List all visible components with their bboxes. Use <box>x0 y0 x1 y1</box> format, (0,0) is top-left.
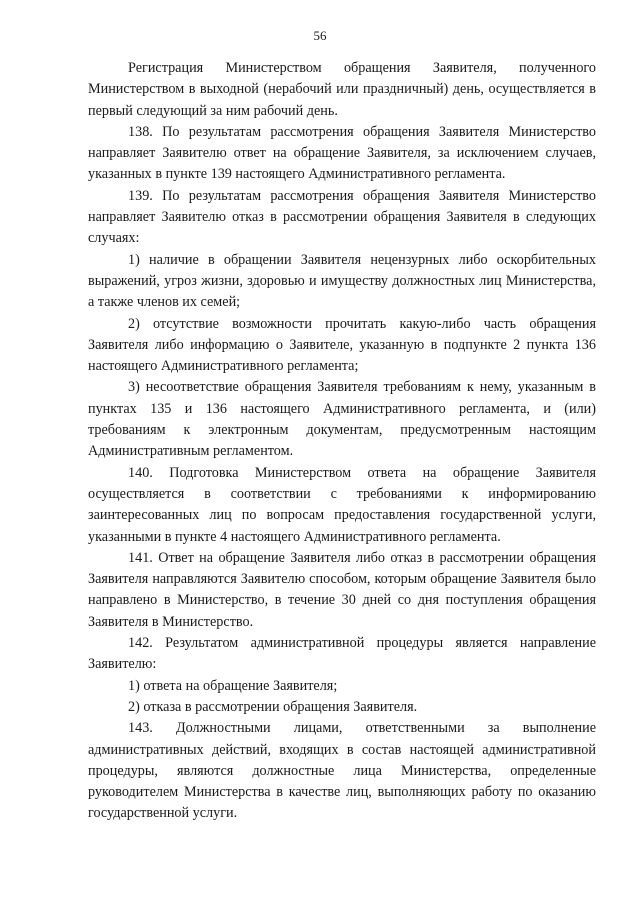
paragraph-143: 143. Должностными лицами, ответственными за выполнение административных действий, входящих в состав настоящей административной процедуры, являются должностные лица Министерства, определенные руководителем Министерства в качестве лиц, выполняющих работу по оказанию государственной услуги. <box>88 720 596 822</box>
paragraph-139-item-3: 3) несоответствие обращения Заявителя требованиям к нему, указанным в пунктах 135 и 136 настоящего Административного регламента, и (или) требованиям к электронным документам, предусмотренным настоящим Административным регламентом. <box>88 379 596 460</box>
paragraph-142-item-1: 1) ответа на обращение Заявителя; <box>128 677 338 694</box>
paragraph-142: 142. Результатом административной процедуры является направление Заявителю: <box>88 635 596 673</box>
document-body <box>88 58 596 825</box>
paragraph-141: 141. Ответ на обращение Заявителя либо отказ в рассмотрении обращения Заявителя направляются Заявителю способом, которым обращение Заявителя было направлено в Министерство, в течение 30 дней со дня поступления обращения Заявителя в Министерство. <box>88 549 596 630</box>
paragraph-registration: Регистрация Министерством обращения Заявителя, полученного Министерством в выходной (нерабочий или праздничный) день, осуществляется в первый следующий за ним рабочий день. <box>88 60 596 119</box>
paragraph-139-item-2: 2) отсутствие возможности прочитать какую-либо часть обращения Заявителя либо информацию о Заявителе, указанную в подпункте 2 пункта 136 настоящего Административного регламента; <box>88 315 596 375</box>
paragraph-142-item-2: 2) отказа в рассмотрении обращения Заявителя. <box>128 698 418 715</box>
page-number: 56 <box>313 28 327 43</box>
paragraph-139-item-1: 1) наличие в обращении Заявителя нецензурных либо оскорбительных выражений, угроз жизни, здоровью и имуществу должностных лиц Министерства, а также членов их семей; <box>88 251 596 311</box>
paragraph-138: 138. По результатам рассмотрения обращения Заявителя Министерство направляет Заявителю ответ на обращение Заявителя, за исключением случаев, указанных в пункте 139 настоящего Административного регламента. <box>88 123 596 183</box>
paragraph-139: 139. По результатам рассмотрения обращения Заявителя Министерство направляет Заявителю отказ в рассмотрении обращения Заявителя в следующих случаях: <box>88 187 596 247</box>
paragraph-140: 140. Подготовка Министерством ответа на обращение Заявителя осуществляется в соответствии с требованиями к информированию заинтересованных лиц по вопросам предоставления государственной услуги, указанными в пункте 4 настоящего Административного регламента. <box>88 464 596 545</box>
